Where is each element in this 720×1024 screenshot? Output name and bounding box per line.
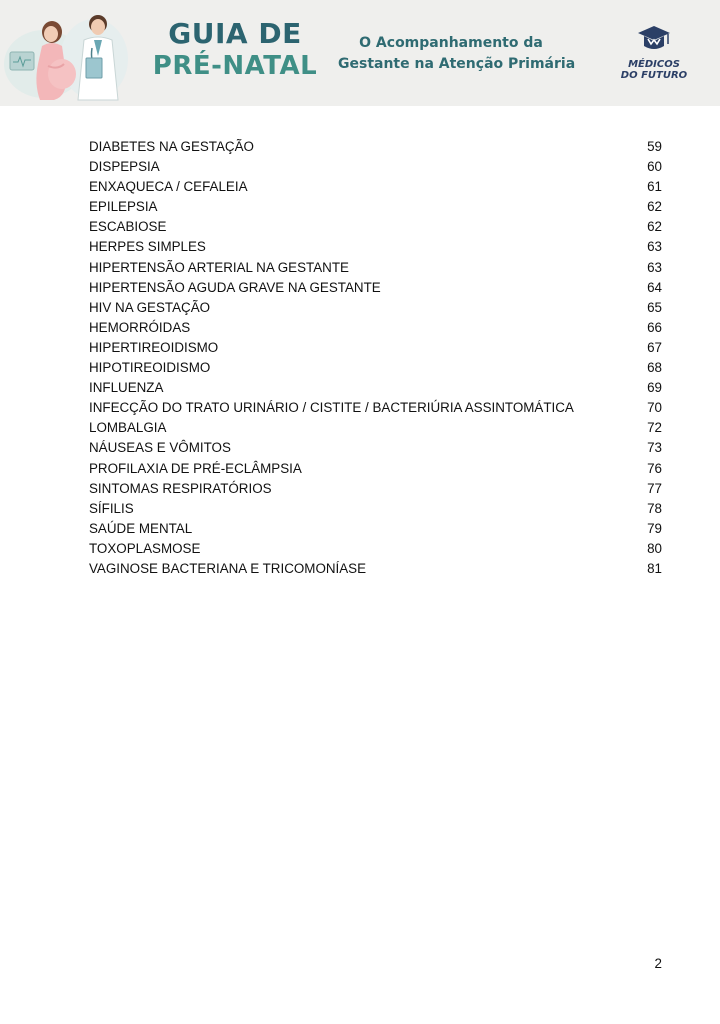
toc-entry[interactable] <box>89 159 662 179</box>
subtitle-line-2: Gestante na Atenção Primária <box>338 56 576 72</box>
toc-entry-title: SAÚDE MENTAL <box>89 520 193 536</box>
toc-entry[interactable] <box>89 541 662 561</box>
toc-entry-title: SÍFILIS <box>89 500 134 516</box>
toc-entry-page: 66 <box>647 319 662 335</box>
toc-entry-title: PROFILAXIA DE PRÉ-ECLÂMPSIA <box>89 460 302 476</box>
toc-entry[interactable] <box>89 239 662 259</box>
toc-entry-title: DIABETES NA GESTAÇÃO <box>89 139 254 154</box>
toc-entry[interactable] <box>89 199 662 219</box>
medicos-do-futuro-logo <box>620 24 688 86</box>
toc-entry[interactable] <box>89 461 662 481</box>
toc-entry-page: 62 <box>647 219 662 235</box>
toc-entry[interactable] <box>89 300 662 320</box>
toc-entry-title: INFLUENZA <box>89 380 164 396</box>
page-number: 2 <box>654 956 662 971</box>
title-line-2: PRÉ-NATAL <box>152 51 318 81</box>
toc-entry-title: HIPOTIREOIDISMO <box>89 360 211 376</box>
toc-entry-page: 65 <box>647 299 662 315</box>
toc-entry-title: HIV NA GESTAÇÃO <box>89 299 211 315</box>
toc-entry-page: 68 <box>647 360 662 376</box>
toc-entry-page: 63 <box>647 239 662 255</box>
toc-entry-page: 64 <box>647 279 662 295</box>
toc-entry[interactable] <box>89 139 662 159</box>
toc-entry-title: HERPES SIMPLES <box>89 239 206 255</box>
toc-entry-page: 59 <box>647 139 662 154</box>
toc-entry-page: 73 <box>647 440 662 456</box>
toc-entry[interactable] <box>89 380 662 400</box>
toc-entry-page: 69 <box>647 380 662 396</box>
toc-entry-page: 62 <box>647 199 662 215</box>
toc-entry[interactable] <box>89 420 662 440</box>
toc-entry-title: ESCABIOSE <box>89 219 167 235</box>
toc-entry-title: EPILEPSIA <box>89 199 158 215</box>
toc-entry[interactable] <box>89 280 662 300</box>
toc-entry-title: LOMBALGIA <box>89 420 167 436</box>
toc-entry-title: HIPERTIREOIDISMO <box>89 339 219 355</box>
toc-entry-page: 67 <box>647 339 662 355</box>
subtitle-line-1: O Acompanhamento da <box>359 35 543 51</box>
toc-entry-page: 79 <box>647 520 662 536</box>
toc-entry-title: NÁUSEAS E VÔMITOS <box>89 440 231 456</box>
toc-entry[interactable] <box>89 501 662 521</box>
toc-entry[interactable] <box>89 521 662 541</box>
toc-entry-title: HEMORRÓIDAS <box>89 319 191 335</box>
toc-entry[interactable] <box>89 340 662 360</box>
page-header <box>0 0 720 106</box>
toc-entry[interactable] <box>89 260 662 280</box>
pregnant-woman-and-doctor-illustration <box>4 4 132 104</box>
guide-title <box>140 18 330 82</box>
toc-entry-title: HIPERTENSÃO ARTERIAL NA GESTANTE <box>89 259 349 275</box>
toc-entry-title: HIPERTENSÃO AGUDA GRAVE NA GESTANTE <box>89 279 381 295</box>
toc-entry-page: 61 <box>647 179 662 195</box>
toc-entry[interactable] <box>89 400 662 420</box>
toc-entry-page: 78 <box>647 500 662 516</box>
toc-entry-page: 80 <box>647 540 662 556</box>
toc-entry-page: 60 <box>647 159 662 175</box>
toc-entry[interactable] <box>89 360 662 380</box>
guide-subtitle <box>338 33 576 75</box>
table-of-contents <box>89 139 662 581</box>
toc-entry-title: SINTOMAS RESPIRATÓRIOS <box>89 480 272 496</box>
toc-entry[interactable] <box>89 481 662 501</box>
toc-entry-page: 77 <box>647 480 662 496</box>
toc-entry-page: 63 <box>647 259 662 275</box>
toc-entry[interactable] <box>89 440 662 460</box>
toc-entry-title: INFECÇÃO DO TRATO URINÁRIO / CISTITE / BACTERIÚRIA ASSINTOMÁTICA <box>89 400 574 416</box>
toc-entry[interactable] <box>89 179 662 199</box>
logo-text-line-1: MÉDICOS <box>628 59 680 70</box>
toc-entry[interactable] <box>89 219 662 239</box>
logo-text-line-2: DO FUTURO <box>620 70 688 81</box>
title-line-1: GUIA DE <box>168 17 302 50</box>
toc-entry-page: 76 <box>647 460 662 476</box>
toc-entry-title: TOXOPLASMOSE <box>89 540 201 556</box>
toc-entry-title: DISPEPSIA <box>89 159 160 175</box>
toc-entry[interactable] <box>89 561 662 581</box>
toc-entry-title: ENXAQUECA / CEFALEIA <box>89 179 248 195</box>
toc-entry-page: 72 <box>647 420 662 436</box>
toc-entry-page: 81 <box>647 560 662 576</box>
graduation-cap-icon <box>636 24 672 54</box>
toc-entry-title: VAGINOSE BACTERIANA E TRICOMONÍASE <box>89 560 367 576</box>
toc-entry[interactable] <box>89 320 662 340</box>
toc-entry-page: 70 <box>647 400 662 416</box>
